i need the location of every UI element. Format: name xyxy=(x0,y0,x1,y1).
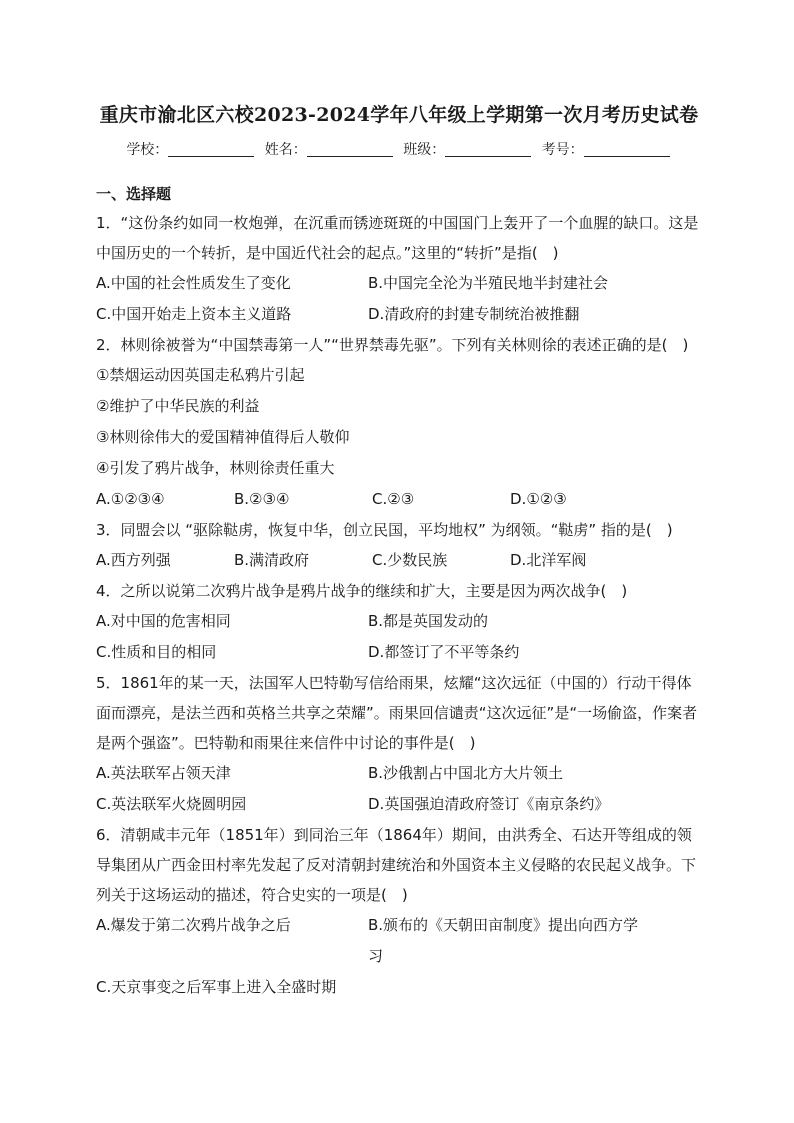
q2-option-c[interactable]: C.②③ xyxy=(372,490,415,508)
q5-option-d[interactable]: D.英国强迫清政府签订《南京条约》 xyxy=(368,795,610,813)
q2-statement-1: ①禁烟运动因英国走私鸦片引起 xyxy=(96,366,305,384)
number-field xyxy=(542,139,672,159)
q5-option-b[interactable]: B.沙俄割占中国北方大片领土 xyxy=(368,764,564,782)
name-blank[interactable] xyxy=(307,142,393,157)
q6-option-c[interactable]: C.天京事变之后军事上进入全盛时期 xyxy=(96,978,337,996)
number-label: 考号： xyxy=(541,142,584,158)
q1-options-row-1 xyxy=(96,268,702,299)
student-info-line xyxy=(96,139,702,159)
q1-option-c[interactable]: C.中国开始走上资本主义道路 xyxy=(96,305,292,323)
question-1: 1．“这份条约如同一枚炮弹，在沉重而锈迹斑斑的中国国门上轰开了一个血腥的缺口。这是中国历史的一个转折，是中国近代社会的起点。”这里的“转折”是指( ) xyxy=(96,214,699,262)
q4-options-row-2 xyxy=(96,637,702,668)
q6-option-b[interactable]: B.颁布的《天朝田亩制度》提出向西方学习 xyxy=(368,916,639,965)
school-label: 学校： xyxy=(126,142,169,158)
name-field xyxy=(265,139,395,159)
school-field xyxy=(126,139,256,159)
q2-statement-4: ④引发了鸦片战争，林则徐责任重大 xyxy=(96,459,335,477)
name-label: 姓名： xyxy=(264,142,307,158)
q1-options-row-2 xyxy=(96,299,702,330)
q5-options-row-1 xyxy=(96,758,702,789)
exam-title: 重庆市渝北区六校2023-2024学年八年级上学期第一次月考历史试卷 xyxy=(99,104,699,126)
q3-option-d[interactable]: D.北洋军阀 xyxy=(510,551,587,569)
q3-option-c[interactable]: C.少数民族 xyxy=(372,551,448,569)
q6-options-row-1 xyxy=(96,910,702,972)
q2-statement-2: ②维护了中华民族的利益 xyxy=(96,397,260,415)
q3-options xyxy=(96,545,702,576)
q5-option-c[interactable]: C.英法联军火烧圆明园 xyxy=(96,795,247,813)
school-blank[interactable] xyxy=(168,142,254,157)
question-4: 4．之所以说第二次鸦片战争是鸦片战争的继续和扩大，主要是因为两次战争( ) xyxy=(96,582,628,600)
q1-option-d[interactable]: D.清政府的封建专制统治被推翻 xyxy=(368,305,580,323)
question-3: 3．同盟会以 “驱除鞑虏，恢复中华，创立民国，平均地权” 为纲领。“鞑虏” 指的是( ) xyxy=(96,521,673,539)
number-blank[interactable] xyxy=(584,142,670,157)
q2-option-a[interactable]: A.①②③④ xyxy=(96,490,165,508)
q5-option-a[interactable]: A.英法联军占领天津 xyxy=(96,764,231,782)
q4-option-d[interactable]: D.都签订了不平等条约 xyxy=(368,643,520,661)
q5-options-row-2 xyxy=(96,789,702,820)
q3-option-a[interactable]: A.西方列强 xyxy=(96,551,171,569)
q6-options-row-2 xyxy=(96,972,702,1003)
q3-option-b[interactable]: B.满清政府 xyxy=(234,551,310,569)
question-5: 5．1861年的某一天，法国军人巴特勒写信给雨果，炫耀“这次远征（中国的）行动干得体面而漂亮，是法兰西和英格兰共享之荣耀”。雨果回信谴责“这次远征”是“一场偷盗，作案者是两个强盗”。巴特勒和雨果往来信件中讨论的事件是( ) xyxy=(96,674,698,752)
class-blank[interactable] xyxy=(445,142,531,157)
question-2: 2．林则徐被誉为“中国禁毒第一人”“世界禁毒先驱”。下列有关林则徐的表述正确的是( ) xyxy=(96,336,689,354)
class-label: 班级： xyxy=(403,142,446,158)
q2-options xyxy=(96,484,702,515)
q4-option-c[interactable]: C.性质和目的相同 xyxy=(96,643,217,661)
q2-option-d[interactable]: D.①②③ xyxy=(510,490,567,508)
section-heading: 一、选择题 xyxy=(96,185,172,203)
q1-option-b[interactable]: B.中国完全沦为半殖民地半封建社会 xyxy=(368,274,609,292)
q2-statement-3: ③林则徐伟大的爱国精神值得后人敬仰 xyxy=(96,428,350,446)
class-field xyxy=(403,139,533,159)
question-6: 6．清朝咸丰元年（1851年）到同治三年（1864年）期间，由洪秀全、石达开等组成的领导集团从广西金田村率先发起了反对清朝封建统治和外国资本主义侵略的农民起义战争。下列关于这场运动的描述，符合史实的一项是( ) xyxy=(96,826,697,904)
q4-option-a[interactable]: A.对中国的危害相同 xyxy=(96,612,231,630)
q1-option-a[interactable]: A.中国的社会性质发生了变化 xyxy=(96,274,291,292)
q6-option-a[interactable]: A.爆发于第二次鸦片战争之后 xyxy=(96,916,291,934)
q4-option-b[interactable]: B.都是英国发动的 xyxy=(368,612,489,630)
q2-option-b[interactable]: B.②③④ xyxy=(234,490,290,508)
q4-options-row-1 xyxy=(96,606,702,637)
